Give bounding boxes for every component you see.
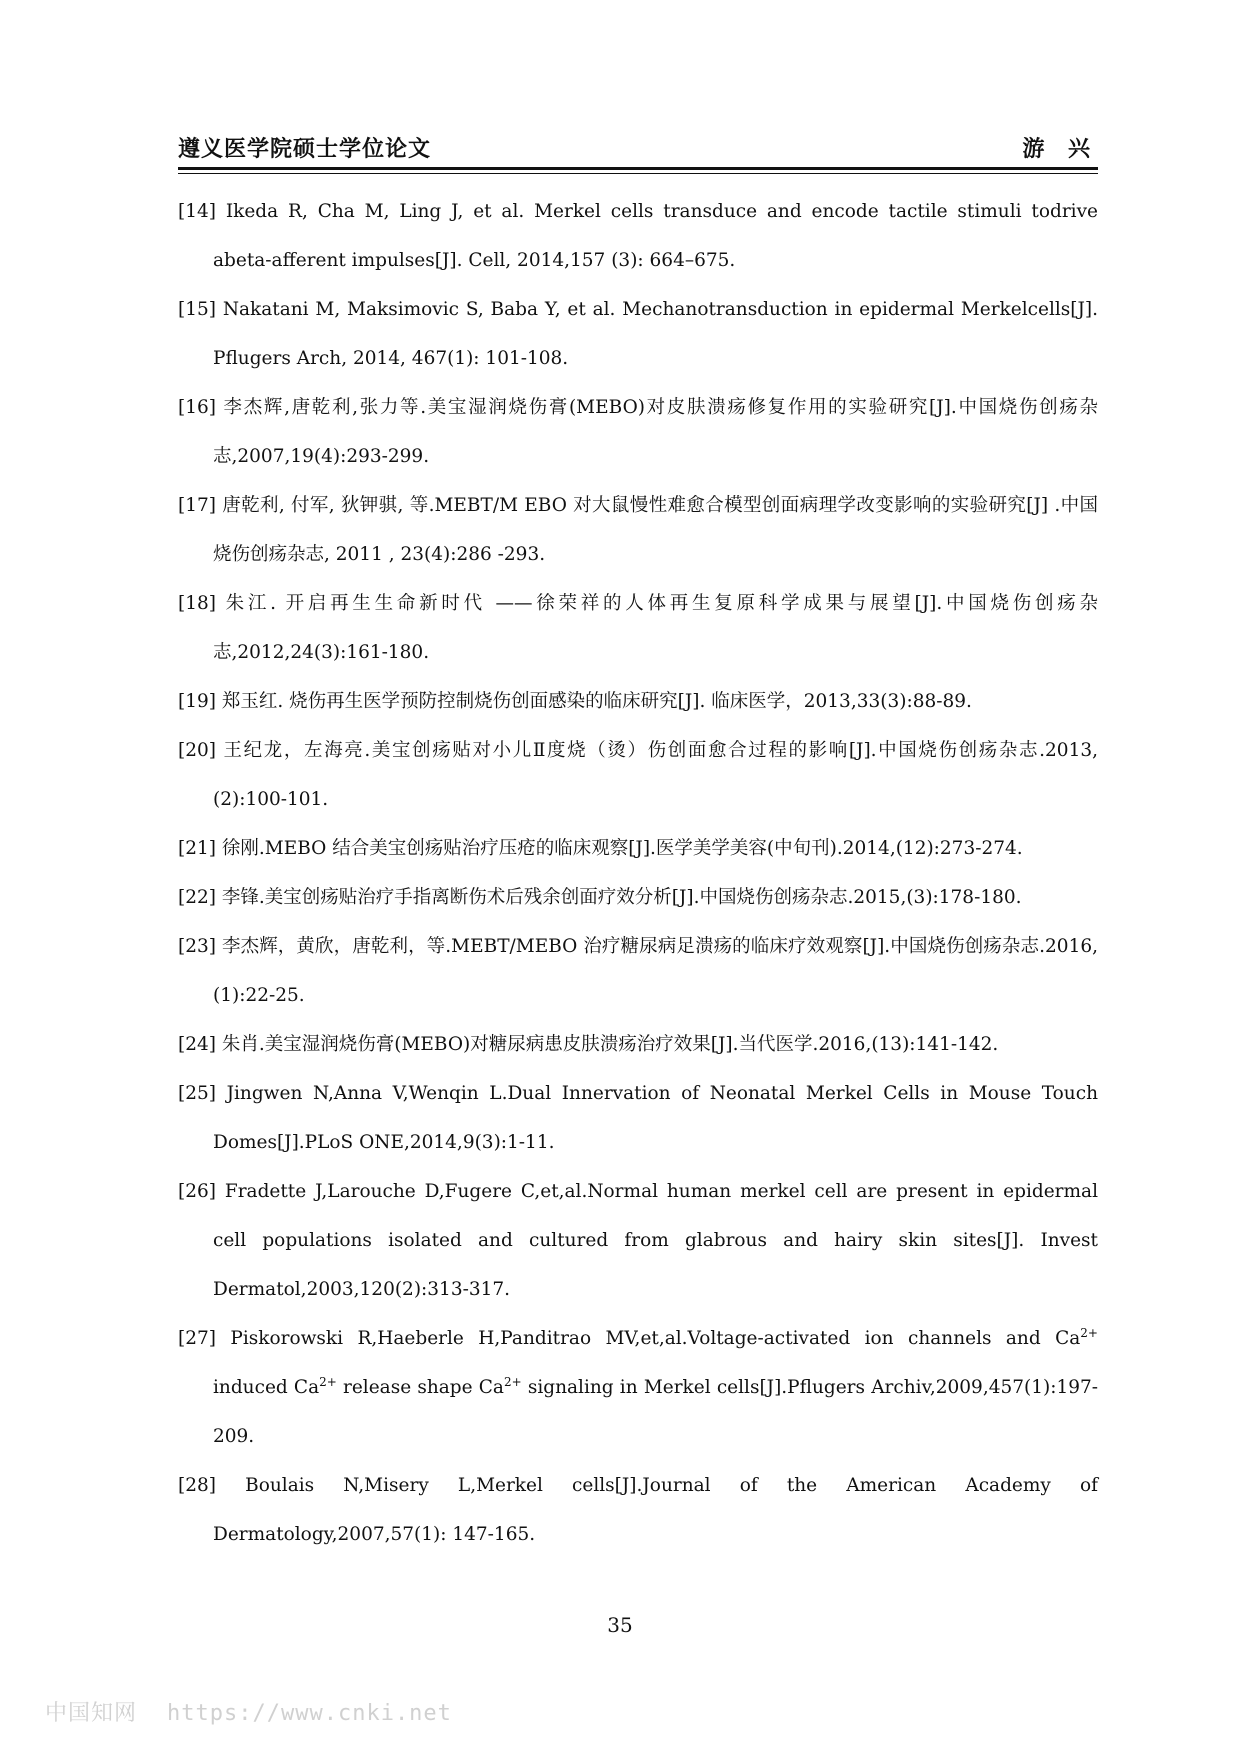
reference-item bbox=[178, 677, 1098, 726]
reference-number: [20] bbox=[178, 740, 216, 761]
reference-item bbox=[178, 1167, 1098, 1314]
reference-list bbox=[178, 187, 1098, 1559]
reference-number: [19] bbox=[178, 691, 216, 712]
reference-text: 王纪龙，左海亮.美宝创疡贴对小儿Ⅱ度烧（烫）伤创面愈合过程的影响[J].中国烧伤创疡杂志.2013,(2):100-101. bbox=[213, 740, 1098, 810]
reference-text-part: release shape Ca bbox=[336, 1377, 504, 1398]
reference-item bbox=[178, 285, 1098, 383]
reference-item bbox=[178, 383, 1098, 481]
reference-item bbox=[178, 1314, 1098, 1461]
reference-number: [24] bbox=[178, 1034, 216, 1055]
reference-text-part: signaling in Merkel cells[J].Pflugers Archiv,2009,457(1):197-209. bbox=[213, 1377, 1099, 1447]
reference-text: 朱肖.美宝湿润烧伤膏(MEBO)对糖尿病患皮肤溃疡治疗效果[J].当代医学.2016,(13):141-142. bbox=[221, 1034, 999, 1055]
reference-item bbox=[178, 726, 1098, 824]
header-rule-thick bbox=[178, 167, 1098, 170]
watermark-site: https://www.cnki.net bbox=[167, 1701, 452, 1726]
reference-item bbox=[178, 1069, 1098, 1167]
reference-item bbox=[178, 187, 1098, 285]
running-header bbox=[178, 132, 1098, 170]
superscript-charge: 2+ bbox=[319, 1374, 337, 1389]
reference-text: 徐刚.MEBO 结合美宝创疡贴治疗压疮的临床观察[J].医学美学美容(中旬刊).2014,(12):273-274. bbox=[221, 838, 1023, 859]
reference-text: Fradette J,Larouche D,Fugere C,et,al.Normal human merkel cell are present in epidermal cell populations isolated and cultured from glabrous and hairy skin sites[J]. Invest Dermatol,2003,120(2):313-317. bbox=[213, 1181, 1098, 1300]
reference-text-part: induced Ca bbox=[213, 1377, 320, 1398]
reference-text: Ikeda R, Cha M, Ling J, et al. Merkel cells transduce and encode tactile stimuli todrive abeta-afferent impulses[J]. Cell, 2014,157 (3): 664–675. bbox=[213, 201, 1098, 271]
reference-text: Nakatani M, Maksimovic S, Baba Y, et al. Mechanotransduction in epidermal Merkelcells[J]. Pflugers Arch, 2014, 467(1): 101-108. bbox=[213, 299, 1098, 369]
reference-number: [22] bbox=[178, 887, 216, 908]
reference-text: 朱江. 开启再生生命新时代 ——徐荣祥的人体再生复原科学成果与展望[J].中国烧伤创疡杂志,2012,24(3):161-180. bbox=[213, 593, 1098, 663]
reference-text-part: Piskorowski R,Haeberle H,Panditrao MV,et,al.Voltage-activated ion channels and Ca bbox=[230, 1328, 1081, 1349]
reference-number: [16] bbox=[178, 397, 216, 418]
reference-item bbox=[178, 873, 1098, 922]
superscript-charge: 2+ bbox=[503, 1374, 522, 1389]
reference-text: Jingwen N,Anna V,Wenqin L.Dual Innervation of Neonatal Merkel Cells in Mouse Touch Domes[J].PLoS ONE,2014,9(3):1-11. bbox=[213, 1083, 1098, 1153]
reference-number: [15] bbox=[178, 299, 216, 320]
reference-item bbox=[178, 824, 1098, 873]
page-number: 35 bbox=[607, 1613, 633, 1637]
reference-number: [27] bbox=[178, 1328, 216, 1349]
reference-number: [18] bbox=[178, 593, 216, 614]
reference-number: [21] bbox=[178, 838, 216, 859]
reference-number: [17] bbox=[178, 495, 216, 516]
reference-text: 郑玉红. 烧伤再生医学预防控制烧伤创面感染的临床研究[J]. 临床医学，2013,33(3):88-89. bbox=[221, 691, 972, 712]
reference-item bbox=[178, 481, 1098, 579]
superscript-charge: 2+ bbox=[1080, 1325, 1098, 1340]
author-name-header: 游 兴 bbox=[1022, 136, 1098, 162]
reference-number: [28] bbox=[178, 1475, 216, 1496]
watermark-brand: 中国知网 bbox=[45, 1701, 138, 1726]
reference-text: 唐乾利, 付军, 狄钾骐, 等.MEBT/M EBO 对大鼠慢性难愈合模型创面病理学改变影响的实验研究[J] .中国烧伤创疡杂志, 2011 , 23(4):286 -293. bbox=[213, 495, 1098, 565]
thesis-title-header: 遵义医学院硕士学位论文 bbox=[178, 136, 432, 162]
reference-item bbox=[178, 579, 1098, 677]
reference-text: Boulais N,Misery L,Merkel cells[J].Journal of the American Academy of Dermatology,2007,57(1): 147-165. bbox=[213, 1475, 1098, 1545]
reference-text: 李杰辉，黄欣，唐乾利，等.MEBT/MEBO 治疗糖尿病足溃疡的临床疗效观察[J].中国烧伤创疡杂志.2016,(1):22-25. bbox=[213, 936, 1098, 1006]
reference-item bbox=[178, 1461, 1098, 1559]
reference-number: [23] bbox=[178, 936, 216, 957]
cnki-watermark bbox=[45, 1696, 452, 1727]
header-rule-thin bbox=[178, 173, 1098, 174]
reference-number: [25] bbox=[178, 1083, 216, 1104]
reference-item bbox=[178, 922, 1098, 1020]
reference-item bbox=[178, 1020, 1098, 1069]
reference-text: 李杰辉,唐乾利,张力等.美宝湿润烧伤膏(MEBO)对皮肤溃疡修复作用的实验研究[J].中国烧伤创疡杂志,2007,19(4):293-299. bbox=[213, 397, 1098, 467]
reference-text: 李锋.美宝创疡贴治疗手指离断伤术后残余创面疗效分析[J].中国烧伤创疡杂志.2015,(3):178-180. bbox=[221, 887, 1022, 908]
reference-number: [14] bbox=[178, 201, 216, 222]
reference-number: [26] bbox=[178, 1181, 216, 1202]
